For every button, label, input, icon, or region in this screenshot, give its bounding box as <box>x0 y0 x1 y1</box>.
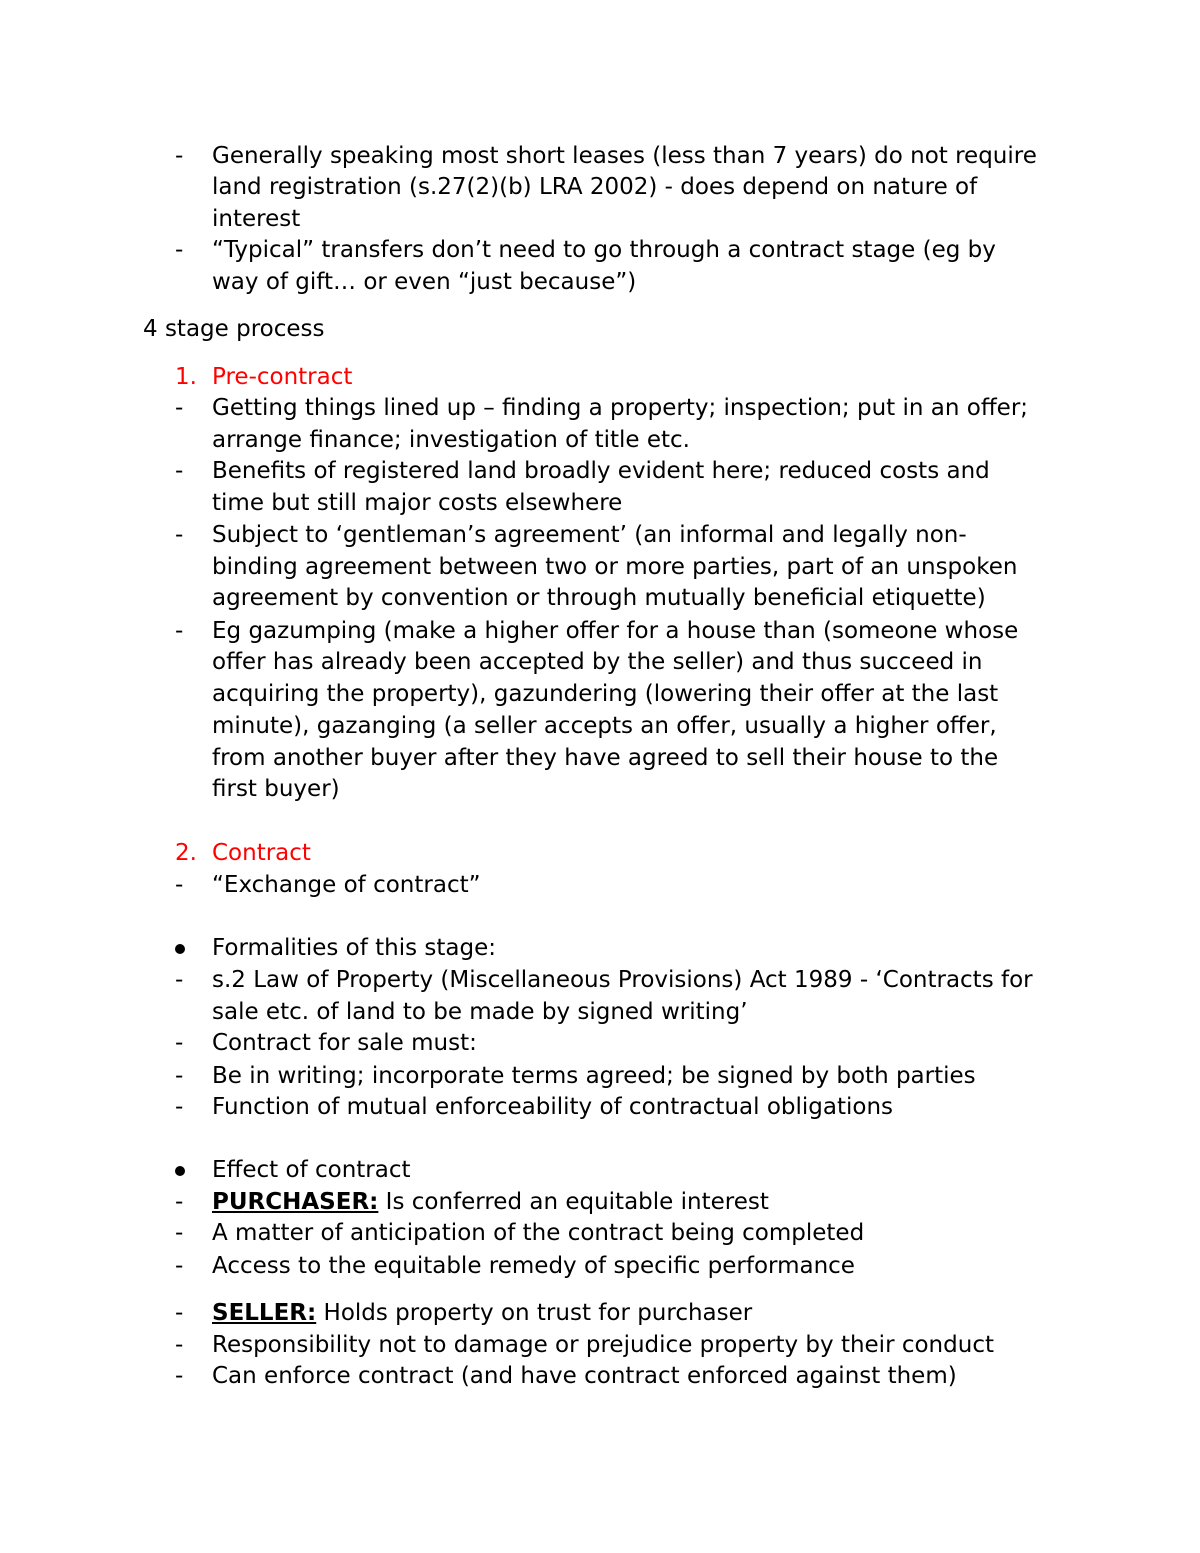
purchaser-description: Is conferred an equitable interest <box>378 1189 769 1215</box>
stage-1-number: 1. <box>175 364 197 390</box>
dash-marker: - <box>175 1030 184 1056</box>
stage-1-item-1-line-1: Getting things lined up – finding a property; inspection; put in an offer; <box>212 395 1029 421</box>
stage-1-item-3-line-2: binding agreement between two or more parties, part of an unspoken <box>212 554 1018 580</box>
formalities-heading-text: Formalities of this stage: <box>212 935 497 961</box>
stage-1-item-4-line-5: from another buyer after they have agreed to sell their house to the <box>212 745 999 771</box>
formalities-item-3-line-1: Be in writing; incorporate terms agreed; be signed by both parties <box>212 1063 976 1089</box>
dash-marker: - <box>175 458 184 484</box>
intro-item-2-line-2: way of gift… or even “just because”) <box>212 269 637 295</box>
bullet-dot-icon <box>175 944 185 954</box>
dash-marker: - <box>175 1300 184 1326</box>
stage-1-item-4-line-2: offer has already been accepted by the seller) and thus succeed in <box>212 649 983 675</box>
intro-item-1-line-1: Generally speaking most short leases (less than 7 years) do not require <box>212 143 1037 169</box>
intro-item-1-line-2: land registration (s.27(2)(b) LRA 2002) - does depend on nature of <box>212 174 978 200</box>
dash-marker: - <box>175 1220 184 1246</box>
intro-item-2-line-1: “Typical” transfers don’t need to go through a contract stage (eg by <box>212 237 996 263</box>
formalities-item-2-line-1: Contract for sale must: <box>212 1030 477 1056</box>
seller-item-1-text: Responsibility not to damage or prejudice property by their conduct <box>212 1332 994 1358</box>
seller-item-2-text: Can enforce contract (and have contract enforced against them) <box>212 1363 957 1389</box>
dash-marker: - <box>175 1094 184 1120</box>
dash-marker: - <box>175 1332 184 1358</box>
dash-marker: - <box>175 967 184 993</box>
purchaser-item-2-text: Access to the equitable remedy of specific performance <box>212 1253 855 1279</box>
dash-marker: - <box>175 1363 184 1389</box>
stage-2-title-text: Contract <box>212 840 311 866</box>
dash-marker: - <box>175 1063 184 1089</box>
purchaser-label: PURCHASER: <box>212 1189 379 1215</box>
seller-text <box>212 1298 752 1329</box>
stage-1-item-2-line-2: time but still major costs elsewhere <box>212 490 623 516</box>
stage-1-item-4-line-3: acquiring the property), gazundering (lowering their offer at the last <box>212 681 999 707</box>
stage-2-number: 2. <box>175 840 197 866</box>
intro-item-1-line-3: interest <box>212 206 301 232</box>
stage-1-item-3-line-1: Subject to ‘gentleman’s agreement’ (an informal and legally non- <box>212 522 967 548</box>
dash-marker: - <box>175 522 184 548</box>
seller-label: SELLER: <box>212 1300 317 1326</box>
effect-heading-text: Effect of contract <box>212 1157 411 1183</box>
dash-marker: - <box>175 872 184 898</box>
formalities-item-1-line-1: s.2 Law of Property (Miscellaneous Provisions) Act 1989 - ‘Contracts for <box>212 967 1033 993</box>
formalities-item-4-line-1: Function of mutual enforceability of contractual obligations <box>212 1094 894 1120</box>
purchaser-text <box>212 1187 769 1218</box>
stage-1-item-3-line-3: agreement by convention or through mutually beneficial etiquette) <box>212 585 986 611</box>
exchange-text: “Exchange of contract” <box>212 872 481 898</box>
stage-1-title-text: Pre-contract <box>212 364 353 390</box>
purchaser-item-1-text: A matter of anticipation of the contract being completed <box>212 1220 865 1246</box>
bullet-dot-icon <box>175 1166 185 1176</box>
heading-text: 4 stage process <box>143 316 325 342</box>
seller-description: Holds property on trust for purchaser <box>316 1300 753 1326</box>
stage-1-item-4-line-4: minute), gazanging (a seller accepts an offer, usually a higher offer, <box>212 713 997 739</box>
dash-marker: - <box>175 618 184 644</box>
dash-marker: - <box>175 1253 184 1279</box>
dash-marker: - <box>175 237 184 263</box>
stage-1-item-4-line-6: first buyer) <box>212 776 340 802</box>
dash-marker: - <box>175 1189 184 1215</box>
dash-marker: - <box>175 143 184 169</box>
stage-1-item-4-line-1: Eg gazumping (make a higher offer for a house than (someone whose <box>212 618 1019 644</box>
dash-marker: - <box>175 395 184 421</box>
formalities-item-1-line-2: sale etc. of land to be made by signed writing’ <box>212 999 748 1025</box>
stage-1-item-2-line-1: Benefits of registered land broadly evident here; reduced costs and <box>212 458 990 484</box>
stage-1-item-1-line-2: arrange finance; investigation of title etc. <box>212 427 690 453</box>
